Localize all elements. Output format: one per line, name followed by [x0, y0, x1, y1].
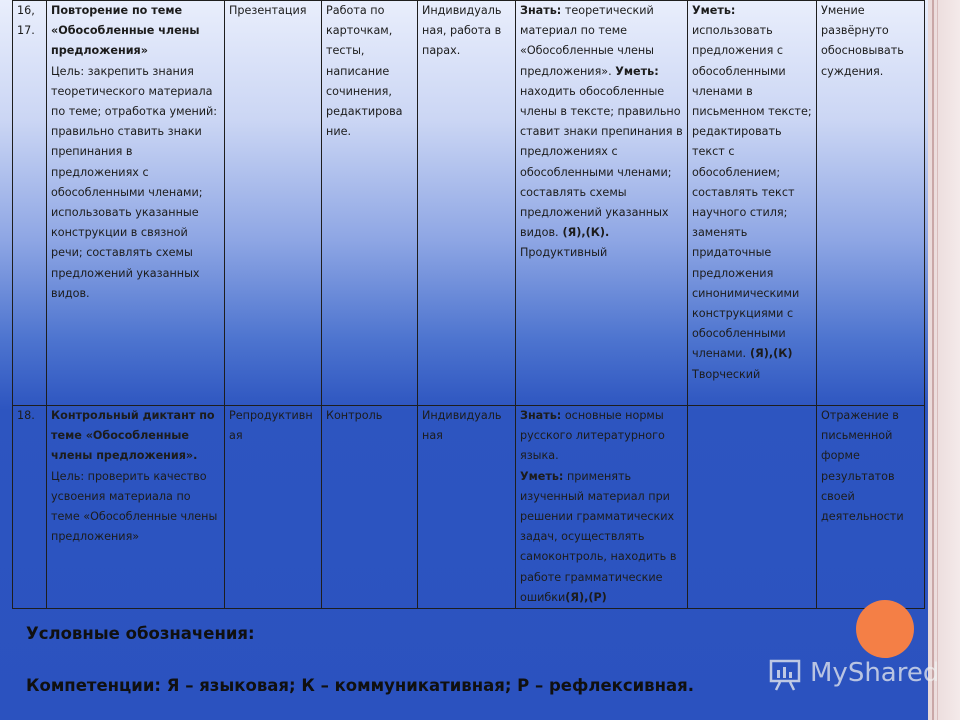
lesson-skills — [688, 1, 817, 406]
know-text: основные нормы русского литературного языка. — [520, 409, 665, 463]
know-text: теоретический материал по теме «Обособленные члены предложения». — [520, 4, 655, 78]
lesson-result: Отражение в письменной форме результатов своей деятельности — [817, 406, 925, 609]
skills-codes: (Я),(К) — [746, 347, 793, 361]
border-stripe — [932, 0, 934, 720]
lesson-result: Умение развёрнуто обосновывать суждения. — [817, 1, 925, 406]
lesson-work-type: Индивидуаль ная — [418, 406, 516, 609]
legend-text: Компетенции: Я – языковая; К – коммуникативная; Р – рефлексивная. — [26, 676, 695, 695]
table-row — [13, 406, 925, 609]
can-text: находить обособленные члены в тексте; правильно ставит знаки препинания в предложениях с обособленными членами; составлять схемы предложений указанных видов. — [520, 84, 683, 240]
level-text: Продуктивный — [520, 246, 608, 260]
skills-level: Творческий — [692, 367, 761, 381]
lesson-topic — [47, 406, 225, 609]
can-label: Уметь: — [615, 64, 659, 78]
can-text: применять изученный материал при решении грамматических задач, осуществлять самоконтроль, находить в работе грамматические ошибки — [520, 469, 677, 604]
watermark — [768, 656, 940, 696]
skills-label: Уметь: — [692, 4, 736, 17]
lesson-topic — [47, 1, 225, 406]
legend-title: Условные обозначения: — [26, 624, 255, 643]
lesson-form: Презентация — [225, 1, 322, 406]
border-stripe — [937, 0, 938, 720]
lesson-requirements — [516, 1, 688, 406]
lesson-skills — [688, 406, 817, 609]
competence-codes: (Я),(Р) — [565, 590, 607, 604]
lesson-number: 18. — [13, 406, 47, 609]
lesson-requirements — [516, 406, 688, 609]
lesson-plan-table — [12, 0, 925, 609]
watermark-text: MyShared — [810, 658, 940, 688]
competence-codes: (Я),(К). — [558, 226, 610, 240]
topic-goal: Цель: закрепить знания теоретического материала по теме; отработка умений: правильно ставить знаки препинания в предложениях с обособленными членами; использовать указанные конструкции в связной речи; составлять схемы предложений указанных видов. — [51, 64, 218, 300]
decorative-circle — [856, 600, 914, 658]
know-label: Знать: — [520, 4, 562, 17]
lesson-activity: Контроль — [322, 406, 418, 609]
can-label: Уметь: — [520, 469, 564, 483]
skills-text: использовать предложения с обособленными членами в письменном тексте; редактировать текст с обособлением; составлять текст научного стиля; заменять придаточные предложения синонимическими конструкциями с обособленными членами. — [692, 24, 812, 361]
topic-title: Повторение по теме «Обособленные члены предложения» — [51, 4, 200, 58]
lesson-number: 16, 17. — [13, 1, 47, 406]
know-label: Знать: — [520, 409, 562, 422]
presentation-board-icon — [768, 658, 804, 692]
lesson-activity: Работа по карточкам, тесты, написание сочинения, редактирова ние. — [322, 1, 418, 406]
lesson-form: Репродуктивн ая — [225, 406, 322, 609]
table-row — [13, 1, 925, 406]
lesson-work-type: Индивидуаль ная, работа в парах. — [418, 1, 516, 406]
topic-title: Контрольный диктант по теме «Обособленные члены предложения». — [51, 409, 215, 463]
slide-right-border — [928, 0, 960, 720]
topic-goal: Цель: проверить качество усвоения материала по теме «Обособленные члены предложения» — [51, 469, 218, 544]
